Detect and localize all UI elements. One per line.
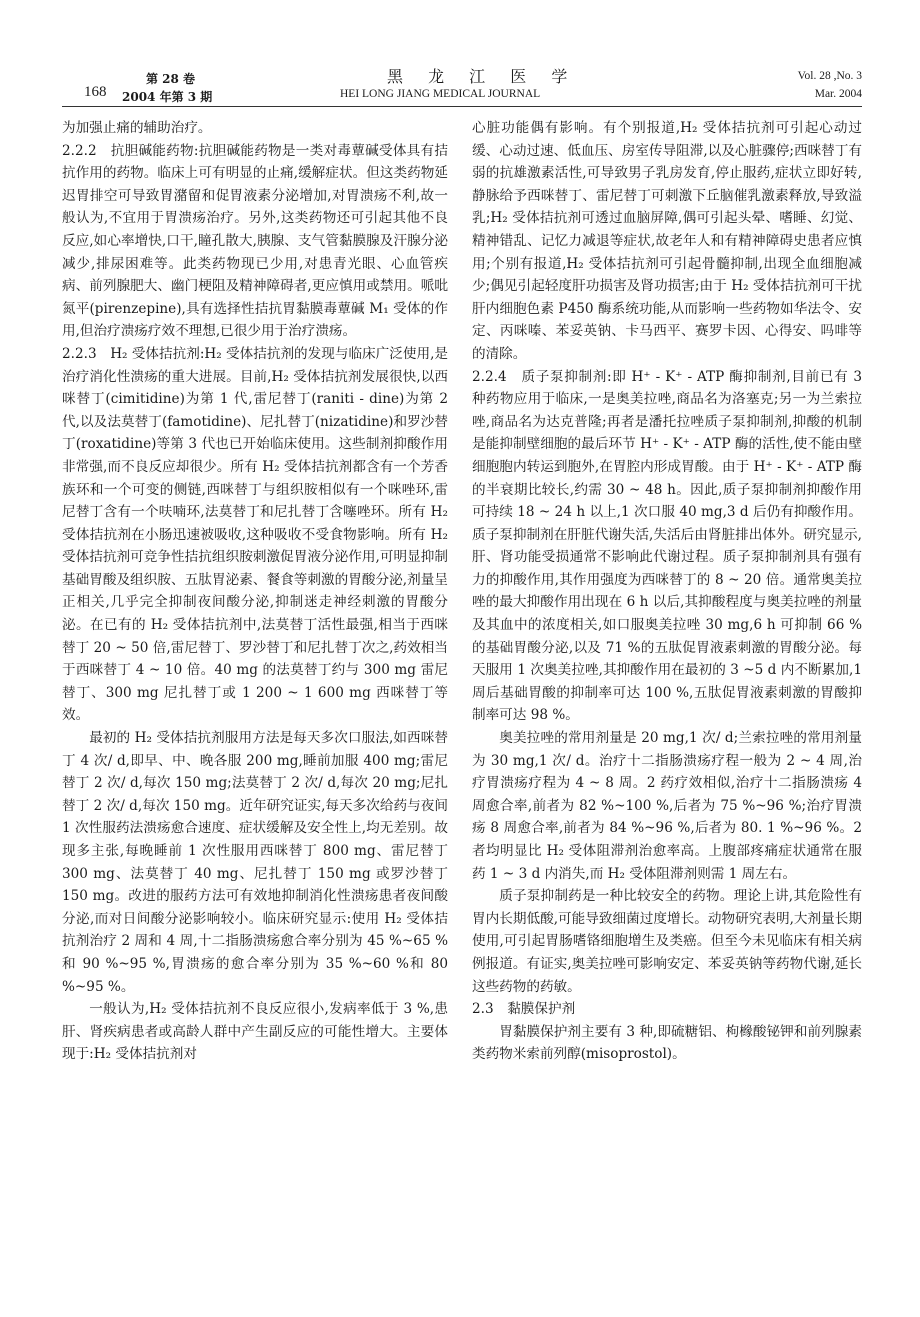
left-column <box>62 117 448 1066</box>
date-en: Mar. 2004 <box>814 88 862 100</box>
section-2-2-4: 2.2.4 质子泵抑制剂:即 H⁺ - K⁺ - ATP 酶抑制剂,目前已有 3 种药物应用于临床,一是奥美拉唑,商品名为洛塞克;另一为兰索拉唑,商品名为达克普隆;再者是潘托拉唑质子泵抑制剂,抑酸的机制是能抑制壁细胞的最后环节 H⁺ - K⁺ - ATP 酶的活性,使不能由壁细胞胞内转运到胞外,在胃腔内形成胃酸。由于 H⁺ - K⁺ - ATP 酶的半衰期比较长,约需 30 ~ 48 h。因此,质子泵抑制剂抑酸作用可持续 18 ~ 24 h 以上,1 次口服 40 mg,3 d 后仍有抑酸作用。质子泵抑制剂在肝脏代谢失活,失活后由肾脏排出体外。研究显示,肝、肾功能受损通常不影响此代谢过程。质子泵抑制剂具有强有力的抑酸作用,其作用强度为西咪替丁的 8 ~ 20 倍。通常奥美拉唑的最大抑酸作用出现在 6 h 以后,其抑酸程度与奥美拉唑的剂量及其血中的浓度相关,如口服奥美拉唑 30 mg,6 h 可抑制 66 %的基础胃酸分泌,以及 71 %的五肽促胃液素刺激的胃酸分泌。每天服用 1 次奥美拉唑,其抑酸作用在最初的 3 ~5 d 内不断累加,1 周后基础胃酸的抑制率可达 100 %,五肽促胃液素刺激的胃酸抑制率可达 98 %。 <box>472 368 862 724</box>
header-rule <box>62 106 862 107</box>
journal-title-en: HEI LONG JIANG MEDICAL JOURNAL <box>340 88 541 100</box>
page-number: 168 <box>84 84 107 100</box>
section-2-2-3: 2.2.3 H₂ 受体拮抗剂:H₂ 受体拮抗剂的发现与临床广泛使用,是治疗消化性溃疡的重大进展。目前,H₂ 受体拮抗剂发展很快,以西咪替丁(cimitidine)为第 1 代,雷尼替丁(raniti - dine)为第 2 代,以及法莫替丁(famotidine)、尼扎替丁(nizatidine)和罗沙替丁(roxatidine)等第 3 代也已开始临床使用。这些制剂抑酸作用非常强,而不良反应却很少。所有 H₂ 受体拮抗剂都含有一个芳香族环和一个可变的侧链,西咪替丁与组织胺相似有一个咪唑环,雷尼替丁含有一个呋喃环,法莫替丁和尼扎替丁含噻唑环。所有 H₂ 受体拮抗剂在小肠迅速被吸收,这种吸收不受食物影响。所有 H₂ 受体拮抗剂可竞争性拮抗组织胺刺激促胃液分泌作用,可明显抑制基础胃酸及组织胺、五肽胃泌素、餐食等刺激的胃酸分泌,剂量呈正相关,几乎完全抑制夜间酸分泌,抑制迷走神经刺激的胃酸分泌。在已有的 H₂ 受体拮抗剂中,法莫替丁活性最强,相当于西咪替丁 20 ~ 50 倍,雷尼替丁、罗沙替丁和尼扎替丁次之,药效相当于西咪替丁 4 ~ 10 倍。40 mg 的法莫替丁约与 300 mg 雷尼替丁、300 mg 尼扎替丁或 1 200 ~ 1 600 mg 西咪替丁等效。 <box>62 345 448 724</box>
volume-cn: 第 28 卷 <box>146 72 196 86</box>
page-header <box>62 0 862 110</box>
paragraph: 心脏功能偶有影响。有个别报道,H₂ 受体拮抗剂可引起心动过缓、心动过速、低血压、房室传导阻滞,以及心脏骤停;西咪替丁有弱的抗雄激素活性,可导致男子乳房发育,停止服药,症状立即好转,静脉给予西咪替丁、雷尼替丁可刺激下丘脑催乳激素释放,导致溢乳;H₂ 受体拮抗剂可透过血脑屏障,偶可引起头晕、嗜睡、幻觉、精神错乱、记忆力减退等症状,故老年人和有精神障碍史患者应慎用;个别有报道,H₂ 受体拮抗剂可引起骨髓抑制,出现全血细胞减少;偶见引起轻度肝功损害及肾功损害;由于 H₂ 受体拮抗剂可干扰肝内细胞色素 P450 酶系统功能,从而影响一些药物如华法令、安定、丙咪嗪、苯妥英钠、卡马西平、赛罗卡因、心得安、吗啡等的清除。 <box>472 120 862 362</box>
volume-en: Vol. 28 ,No. 3 <box>797 70 862 82</box>
paragraph: 一般认为,H₂ 受体拮抗剂不良反应很小,发病率低于 3 %,患肝、肾疾病患者或高龄人群中产生副反应的可能性增大。主要体现于:H₂ 受体拮抗剂对 <box>62 1001 448 1063</box>
section-heading-2-3: 2.3 黏膜保护剂 <box>472 1001 576 1018</box>
paragraph: 为加强止痛的辅助治疗。 <box>62 120 212 136</box>
paragraph: 质子泵抑制药是一种比较安全的药物。理论上讲,其危险性有胃内长期低酸,可能导致细菌过度增长。动物研究表明,大剂量长期使用,可引起胃肠嗜铬细胞增生及类癌。但至今未见临床有相关病例报道。有证实,奥美拉唑可影响安定、苯妥英钠等药物代谢,延长这些药物的药敏。 <box>472 888 862 995</box>
paragraph: 最初的 H₂ 受体拮抗剂服用方法是每天多次口服法,如西咪替丁 4 次/ d,即早、中、晚各服 200 mg,睡前加服 400 mg;雷尼替丁 2 次/ d,每次 150 mg;法莫替丁 2 次/ d,每次 20 mg;尼扎替丁 2 次/ d,每次 150 mg。近年研究证实,每天多次给药与夜间 1 次性服药法溃疡愈合速度、症状缓解及安全性上,均无差别。故现多主张,每晚睡前 1 次性服用西咪替丁 800 mg、雷尼替丁 300 mg、法莫替丁 40 mg、尼扎替丁 150 mg 或罗沙替丁 150 mg。改进的服药方法可有效地抑制消化性溃疡患者夜间酸分泌,而对日间酸分泌影响较小。临床研究显示:使用 H₂ 受体拮抗剂治疗 2 周和 4 周,十二指肠溃疡愈合率分别为 45 %~65 %和 90 %~95 %,胃溃疡的愈合率分别为 35 %~60 %和 80 %~95 %。 <box>62 730 448 995</box>
journal-title-cn: 黑 龙 江 医 学 <box>387 67 578 86</box>
paragraph: 奥美拉唑的常用剂量是 20 mg,1 次/ d;兰索拉唑的常用剂量为 30 mg,1 次/ d。治疗十二指肠溃疡疗程一般为 2 ~ 4 周,治疗胃溃疡疗程为 4 ~ 8 周。2 药疗效相似,治疗十二指肠溃疡 4 周愈合率,前者为 82 %~100 %,后者为 75 %~96 %;治疗胃溃疡 8 周愈合率,前者为 84 %~96 %,后者为 80. 1 %~96 %。2 者均明显比 H₂ 受体阻滞剂治愈率高。上腹部疼痛症状通常在服药 1 ~ 3 d 内消失,而 H₂ 受体阻滞剂则需 1 周左右。 <box>472 730 862 882</box>
issue-cn: 2004 年第 3 期 <box>122 90 213 104</box>
right-column <box>472 117 862 1066</box>
section-2-2-2: 2.2.2 抗胆碱能药物:抗胆碱能药物是一类对毒蕈碱受体具有拮抗作用的药物。临床上可有明显的止痛,缓解症状。但这类药物延迟胃排空可导致胃潴留和促胃液素分泌增加,对胃溃疡不利,故一般认为,不宜用于胃溃疡治疗。另外,这类药物还可引起其他不良反应,如心率增快,口干,瞳孔散大,胰腺、支气管黏膜腺及汗腺分泌减少,排尿困难等。此类药物现已少用,对患青光眼、心血管疾病、前列腺肥大、幽门梗阻及精神障碍者,更应慎用或禁用。哌吡氮平(pirenzepine),具有选择性拮抗胃黏膜毒蕈碱 M₁ 受体的作用,但治疗溃疡疗效不理想,已很少用于治疗溃疡。 <box>62 142 448 340</box>
paragraph: 胃黏膜保护剂主要有 3 种,即硫糖铝、枸橼酸铋钾和前列腺素类药物米索前列醇(misoprostol)。 <box>472 1023 862 1063</box>
